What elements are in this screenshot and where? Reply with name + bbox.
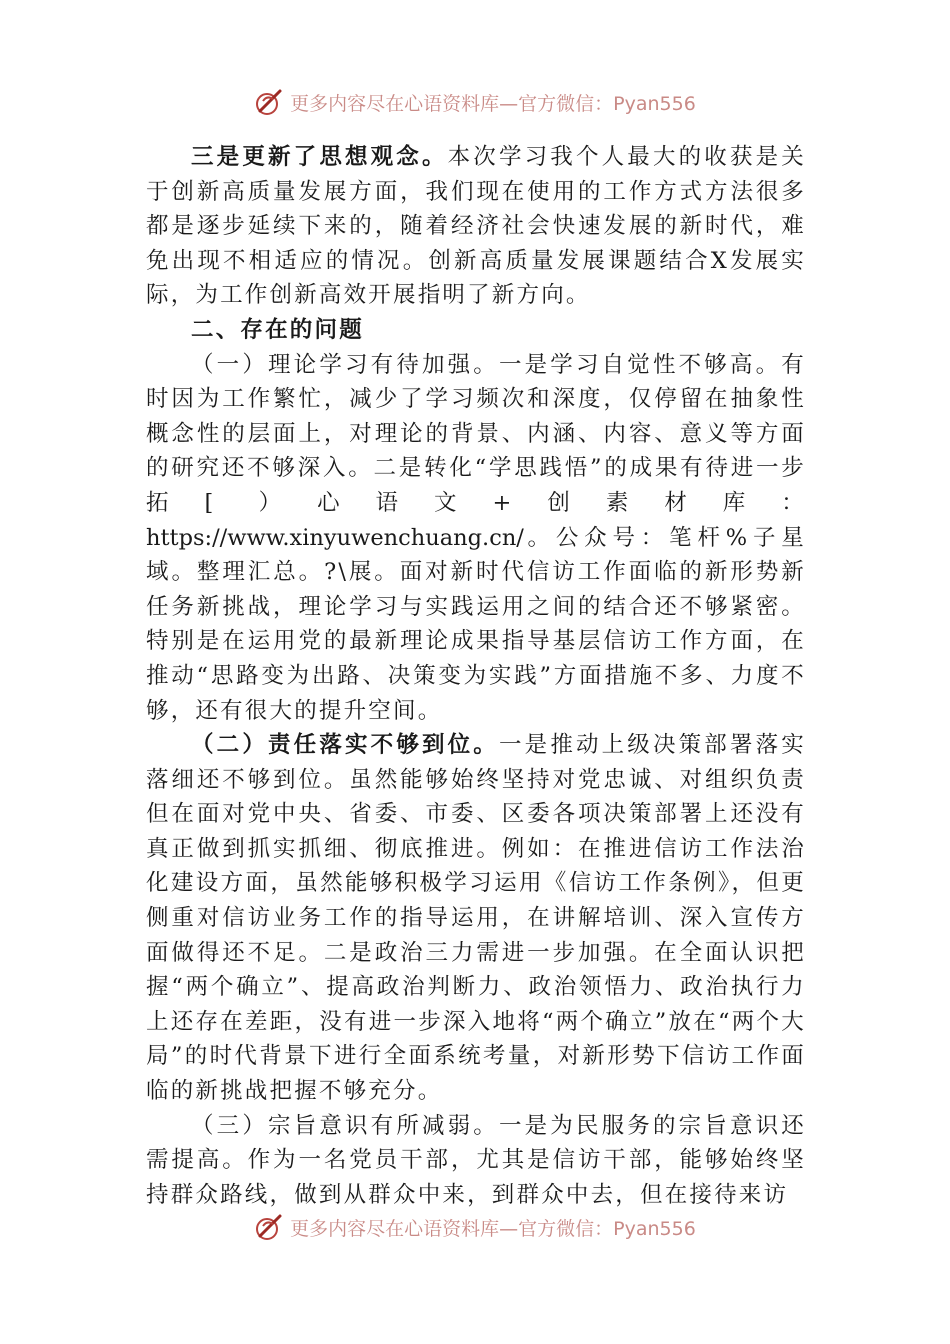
footer-watermark <box>0 1206 950 1240</box>
paragraph-2-text-a: （一）理论学习有待加强。一是学习自觉性不够高。有时因为工作繁忙，减少了学习频次和深度，仅停留在抽象性概念性的层面上，对理论的背景、内涵、内容、意义等方面的研究还不够深入。二是转化“学思践悟”的成果有待进一步拓[ ）心语文+创素材库： <box>146 351 806 516</box>
paragraph-3-text: 一是推动上级决策部署落实落细还不够到位。虽然能够始终坚持对党忠诚、对组织负责但在面对党中央、省委、市委、区委各项决策部署上还没有真正做到抓实抓细、彻底推进。例如：在推进信访工作法治化建设方面，虽然能够积极学习运用《信访工作条例》，但更侧重对信访业务工作的指导运用，在讲解培训、深入宣传方面做得还不足。二是政治三力需进一步加强。在全面认识把握“两个确立”、提高政治判断力、政治领悟力、政治执行力上还存在差距，没有进一步深入地将“两个确立”放在“两个大局”的时代背景下进行全面系统考量，对新形势下信访工作面临的新挑战把握不够充分。 <box>146 732 806 1105</box>
paragraph-3-lead: （二）责任落实不够到位。 <box>191 732 499 759</box>
paragraph-2 <box>146 348 806 729</box>
section-heading: 二、存在的问题 <box>191 316 364 343</box>
website-link[interactable]: https://www.xinyuwenchuang.cn/ <box>146 524 524 551</box>
paragraph-1 <box>146 140 806 313</box>
header-watermark <box>0 82 950 122</box>
brush-seal-icon <box>254 87 284 117</box>
brush-seal-icon <box>254 1212 284 1240</box>
watermark-text-footer: 更多内容尽在心语资料库—官方微信：Pyan556 <box>290 1217 696 1240</box>
paragraph-1-text: 本次学习我个人最大的收获是关于创新高质量发展方面，我们现在使用的工作方式方法很多都是逐步延续下来的，随着经济社会快速发展的新时代，难免出现不相适应的情况。创新高质量发展课题结合X发展实际，为工作创新高效开展指明了新方向。 <box>146 144 806 309</box>
document-body <box>146 140 806 1212</box>
paragraph-4: （三）宗旨意识有所减弱。一是为民服务的宗旨意识还需提高。作为一名党员干部，尤其是信访干部，能够始终坚持群众路线，做到从群众中来，到群众中去，但在接待来访 <box>146 1112 806 1208</box>
paragraph-2-text-b: 。公众号：笔杆%子星域。整理汇总。?\展。面对新时代信访工作面临的新形势新任务新挑战，理论学习与实践运用之间的结合还不够紧密。特别是在运用党的最新理论成果指导基层信访工作方面，在推动“思路变为出路、决策变为实践”方面措施不多、力度不够，还有很大的提升空间。 <box>146 524 806 724</box>
paragraph-1-lead: 三是更新了思想观念。 <box>191 144 448 170</box>
watermark-text: 更多内容尽在心语资料库—官方微信：Pyan556 <box>290 92 696 115</box>
paragraph-3 <box>146 728 806 1109</box>
